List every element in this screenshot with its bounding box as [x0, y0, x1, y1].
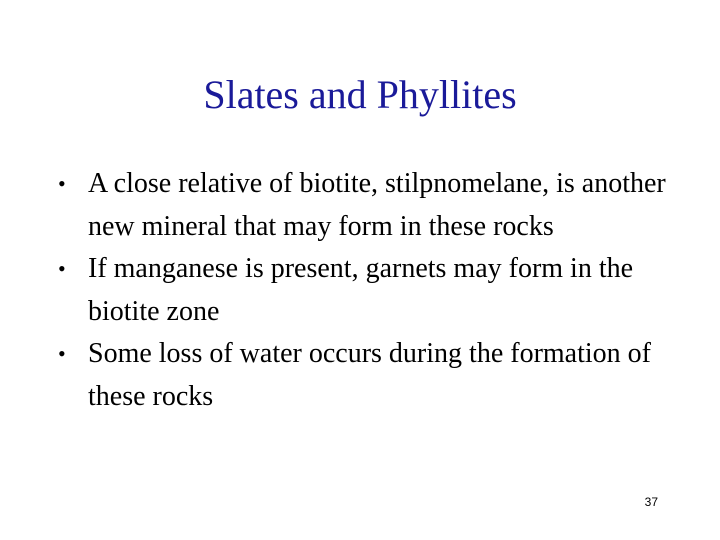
- page-number: 37: [644, 495, 658, 509]
- bullet-item-2: [58, 248, 678, 333]
- bullet-item-3: [58, 333, 678, 418]
- bullet-icon: •: [58, 171, 66, 196]
- bullet-icon: •: [58, 256, 66, 281]
- slide-title: Slates and Phyllites: [203, 72, 517, 117]
- bullet-list: [58, 163, 678, 418]
- bullet-text-3: Some loss of water occurs during the formation of these rocks: [88, 338, 651, 412]
- bullet-item-1: [58, 163, 678, 248]
- bullet-text-1: A close relative of biotite, stilpnomelane, is another new mineral that may form in these rocks: [88, 168, 666, 242]
- bullet-icon: •: [58, 341, 66, 366]
- bullet-text-2: If manganese is present, garnets may form in the biotite zone: [88, 253, 634, 327]
